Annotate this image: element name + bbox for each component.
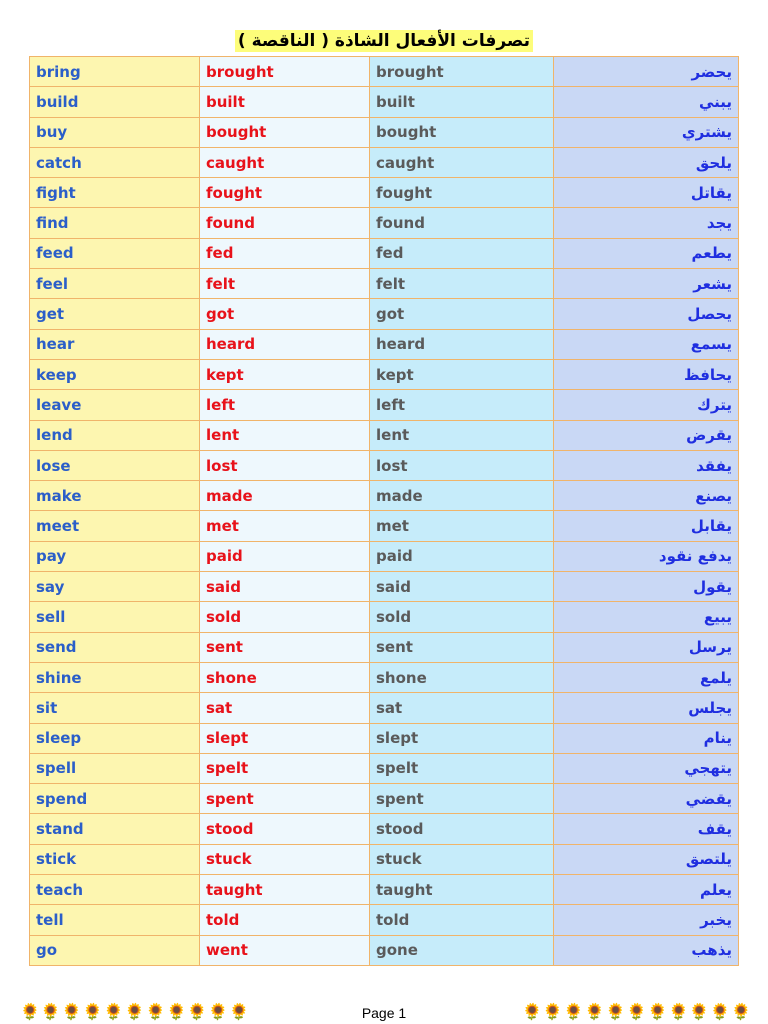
past-form-cell: shone — [200, 662, 370, 692]
past-form-cell: left — [200, 390, 370, 420]
base-form-cell: fight — [30, 178, 200, 208]
page-number: Page 1 — [361, 1005, 407, 1021]
base-form-cell: say — [30, 572, 200, 602]
past-form-cell: made — [200, 481, 370, 511]
table-row — [30, 784, 739, 814]
table-row — [30, 541, 739, 571]
past-participle-cell: felt — [370, 269, 554, 299]
arabic-meaning-cell: يبيع — [554, 602, 739, 632]
past-participle-cell: caught — [370, 147, 554, 177]
past-participle-cell: sold — [370, 602, 554, 632]
table-row — [30, 420, 739, 450]
table-row — [30, 662, 739, 692]
table-row — [30, 117, 739, 147]
base-form-cell: bring — [30, 57, 200, 87]
past-form-cell: fought — [200, 178, 370, 208]
past-form-cell: found — [200, 208, 370, 238]
past-form-cell: caught — [200, 147, 370, 177]
base-form-cell: lend — [30, 420, 200, 450]
arabic-meaning-cell: ينام — [554, 723, 739, 753]
past-form-cell: went — [200, 935, 370, 965]
past-form-cell: fed — [200, 238, 370, 268]
arabic-meaning-cell: يذهب — [554, 935, 739, 965]
arabic-meaning-cell: يقضي — [554, 784, 739, 814]
arabic-meaning-cell: يلحق — [554, 147, 739, 177]
base-form-cell: make — [30, 481, 200, 511]
arabic-meaning-cell: يلتصق — [554, 844, 739, 874]
base-form-cell: sell — [30, 602, 200, 632]
past-form-cell: taught — [200, 875, 370, 905]
table-row — [30, 390, 739, 420]
base-form-cell: hear — [30, 329, 200, 359]
verbs-table-body — [30, 57, 739, 966]
page-title: تصرفات الأفعال الشاذة ( الناقصة ) — [235, 30, 533, 52]
table-row — [30, 178, 739, 208]
arabic-meaning-cell: يحضر — [554, 57, 739, 87]
past-participle-cell: gone — [370, 935, 554, 965]
arabic-meaning-cell: يجد — [554, 208, 739, 238]
table-row — [30, 329, 739, 359]
past-form-cell: got — [200, 299, 370, 329]
past-form-cell: met — [200, 511, 370, 541]
arabic-meaning-cell: يفقد — [554, 450, 739, 480]
base-form-cell: feel — [30, 269, 200, 299]
past-participle-cell: told — [370, 905, 554, 935]
table-row — [30, 753, 739, 783]
base-form-cell: stick — [30, 844, 200, 874]
past-participle-cell: stood — [370, 814, 554, 844]
arabic-meaning-cell: يشعر — [554, 269, 739, 299]
table-row — [30, 875, 739, 905]
table-row — [30, 602, 739, 632]
table-row — [30, 299, 739, 329]
past-form-cell: brought — [200, 57, 370, 87]
base-form-cell: pay — [30, 541, 200, 571]
base-form-cell: catch — [30, 147, 200, 177]
past-participle-cell: paid — [370, 541, 554, 571]
arabic-meaning-cell: يتهجي — [554, 753, 739, 783]
past-participle-cell: slept — [370, 723, 554, 753]
past-form-cell: sold — [200, 602, 370, 632]
base-form-cell: get — [30, 299, 200, 329]
arabic-meaning-cell: يقف — [554, 814, 739, 844]
past-form-cell: spent — [200, 784, 370, 814]
past-participle-cell: built — [370, 87, 554, 117]
past-form-cell: lost — [200, 450, 370, 480]
base-form-cell: meet — [30, 511, 200, 541]
arabic-meaning-cell: يسمع — [554, 329, 739, 359]
base-form-cell: find — [30, 208, 200, 238]
table-row — [30, 905, 739, 935]
past-participle-cell: taught — [370, 875, 554, 905]
past-participle-cell: spelt — [370, 753, 554, 783]
past-form-cell: felt — [200, 269, 370, 299]
base-form-cell: build — [30, 87, 200, 117]
past-form-cell: sent — [200, 632, 370, 662]
base-form-cell: feed — [30, 238, 200, 268]
past-form-cell: spelt — [200, 753, 370, 783]
past-participle-cell: said — [370, 572, 554, 602]
table-row — [30, 693, 739, 723]
table-row — [30, 814, 739, 844]
past-participle-cell: made — [370, 481, 554, 511]
base-form-cell: keep — [30, 359, 200, 389]
past-participle-cell: fought — [370, 178, 554, 208]
base-form-cell: sit — [30, 693, 200, 723]
base-form-cell: go — [30, 935, 200, 965]
base-form-cell: teach — [30, 875, 200, 905]
arabic-meaning-cell: يبني — [554, 87, 739, 117]
past-form-cell: bought — [200, 117, 370, 147]
table-row — [30, 87, 739, 117]
base-form-cell: sleep — [30, 723, 200, 753]
arabic-meaning-cell: يعلم — [554, 875, 739, 905]
arabic-meaning-cell: يقرض — [554, 420, 739, 450]
arabic-meaning-cell: يقاتل — [554, 178, 739, 208]
past-participle-cell: lost — [370, 450, 554, 480]
table-row — [30, 723, 739, 753]
past-form-cell: said — [200, 572, 370, 602]
past-participle-cell: fed — [370, 238, 554, 268]
base-form-cell: leave — [30, 390, 200, 420]
table-row — [30, 935, 739, 965]
base-form-cell: shine — [30, 662, 200, 692]
base-form-cell: buy — [30, 117, 200, 147]
past-form-cell: stuck — [200, 844, 370, 874]
table-row — [30, 572, 739, 602]
arabic-meaning-cell: يصنع — [554, 481, 739, 511]
table-row — [30, 481, 739, 511]
past-participle-cell: shone — [370, 662, 554, 692]
arabic-meaning-cell: يشتري — [554, 117, 739, 147]
past-form-cell: told — [200, 905, 370, 935]
table-row — [30, 269, 739, 299]
arabic-meaning-cell: يجلس — [554, 693, 739, 723]
past-participle-cell: stuck — [370, 844, 554, 874]
table-row — [30, 632, 739, 662]
arabic-meaning-cell: يدفع نقود — [554, 541, 739, 571]
past-participle-cell: lent — [370, 420, 554, 450]
past-form-cell: stood — [200, 814, 370, 844]
past-participle-cell: heard — [370, 329, 554, 359]
past-participle-cell: sat — [370, 693, 554, 723]
past-participle-cell: spent — [370, 784, 554, 814]
arabic-meaning-cell: يحافظ — [554, 359, 739, 389]
arabic-meaning-cell: يقول — [554, 572, 739, 602]
past-participle-cell: found — [370, 208, 554, 238]
past-form-cell: slept — [200, 723, 370, 753]
title-wrapper — [0, 30, 768, 52]
past-form-cell: kept — [200, 359, 370, 389]
arabic-meaning-cell: يلمع — [554, 662, 739, 692]
arabic-meaning-cell: يرسل — [554, 632, 739, 662]
past-form-cell: heard — [200, 329, 370, 359]
past-form-cell: built — [200, 87, 370, 117]
sunflower-decoration-left: 🌻🌻🌻🌻🌻🌻🌻🌻🌻🌻🌻 — [20, 1002, 251, 1021]
base-form-cell: spell — [30, 753, 200, 783]
verbs-table — [29, 56, 739, 966]
table-row — [30, 511, 739, 541]
arabic-meaning-cell: يترك — [554, 390, 739, 420]
past-participle-cell: got — [370, 299, 554, 329]
table-row — [30, 57, 739, 87]
table-row — [30, 450, 739, 480]
base-form-cell: tell — [30, 905, 200, 935]
past-participle-cell: kept — [370, 359, 554, 389]
table-row — [30, 359, 739, 389]
table-row — [30, 238, 739, 268]
past-form-cell: sat — [200, 693, 370, 723]
base-form-cell: stand — [30, 814, 200, 844]
past-form-cell: lent — [200, 420, 370, 450]
table-row — [30, 844, 739, 874]
base-form-cell: spend — [30, 784, 200, 814]
past-participle-cell: brought — [370, 57, 554, 87]
table-row — [30, 147, 739, 177]
past-participle-cell: bought — [370, 117, 554, 147]
arabic-meaning-cell: يطعم — [554, 238, 739, 268]
past-participle-cell: left — [370, 390, 554, 420]
arabic-meaning-cell: يقابل — [554, 511, 739, 541]
past-form-cell: paid — [200, 541, 370, 571]
base-form-cell: send — [30, 632, 200, 662]
arabic-meaning-cell: يخبر — [554, 905, 739, 935]
base-form-cell: lose — [30, 450, 200, 480]
past-participle-cell: sent — [370, 632, 554, 662]
arabic-meaning-cell: يحصل — [554, 299, 739, 329]
table-row — [30, 208, 739, 238]
past-participle-cell: met — [370, 511, 554, 541]
sunflower-decoration-right: 🌻🌻🌻🌻🌻🌻🌻🌻🌻🌻🌻 — [522, 1002, 753, 1021]
